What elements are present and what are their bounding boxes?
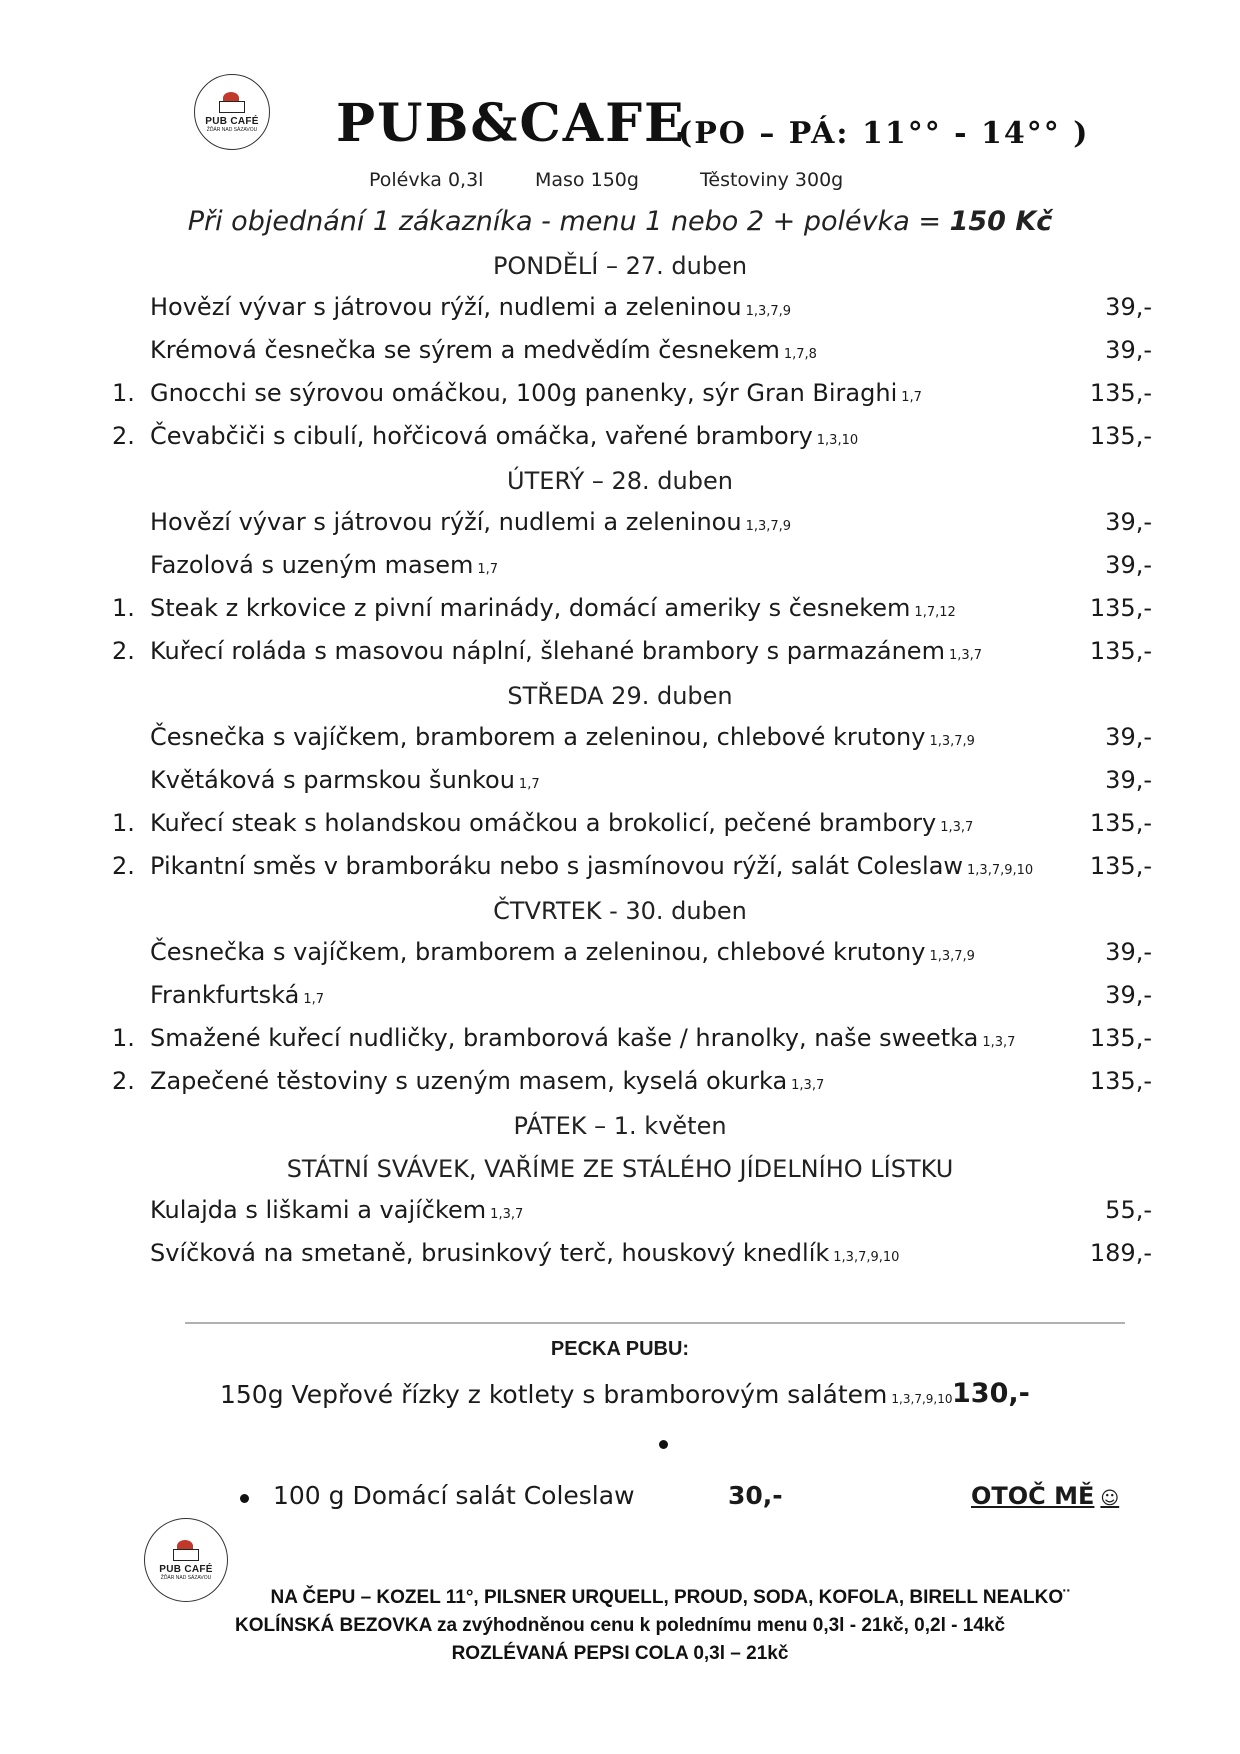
item-allergens: 1,7 [303,992,325,1007]
item-price: 39,- [1105,723,1152,751]
menu-item [0,719,1240,755]
item-name: Hovězí vývar s játrovou rýží, nudlemi a zeleninou [150,508,742,536]
page-title: PUB&CAFE [336,93,686,154]
portion-pasta: Těstoviny 300g [700,169,844,191]
pecka-item-name: 150g Vepřové řízky z kotlety s bramborovým salátem [220,1380,888,1409]
menu-item [0,547,1240,583]
item-name: Česnečka s vajíčkem, bramborem a zeleninou, chlebové krutony [150,723,926,751]
bullet-icon [240,1494,249,1503]
item-text [150,375,922,416]
item-price: 135,- [1089,422,1152,450]
item-price: 135,- [1089,852,1152,880]
menu-item [0,1235,1240,1271]
item-allergens: 1,3,10 [816,433,859,448]
item-price: 39,- [1105,938,1152,966]
menu-item [0,375,1240,411]
offer-text: Při objednání 1 zákazníka - menu 1 nebo 2 + polévka = [187,206,950,237]
portion-soup: Polévka 0,3l [369,169,484,191]
item-name: Zapečené těstoviny s uzeným masem, kyselá okurka [150,1067,788,1095]
item-name: Květáková s parmskou šunkou [150,766,515,794]
item-text [150,977,324,1018]
item-number: 2. [112,1067,135,1095]
item-allergens: 1,3,7,9,10 [967,863,1034,878]
salad-price: 30,- [728,1481,783,1510]
item-price: 135,- [1089,637,1152,665]
item-number: 1. [112,1024,135,1052]
menu-item [0,418,1240,454]
item-text [150,848,1033,889]
footer-taps: NA ČEPU – KOZEL 11°, PILSNER URQUELL, PROUD, SODA, KOFOLA, BIRELL NEALKO¨ [270,1587,1070,1608]
item-price: 189,- [1089,1239,1152,1267]
pecka-price: 130,- [952,1378,1030,1409]
item-number: 1. [112,379,135,407]
menu-item [0,762,1240,798]
item-allergens: 1,3,7 [948,648,983,663]
item-price: 39,- [1105,551,1152,579]
item-text [150,1063,824,1104]
menu-item [0,805,1240,841]
house-icon [217,92,247,114]
item-price: 39,- [1105,508,1152,536]
item-name: Smažené kuřecí nudličky, bramborová kaše / hranolky, naše sweetka [150,1024,979,1052]
item-allergens: 1,7 [477,562,499,577]
turn-over-note [971,1478,1119,1517]
item-text [150,1235,899,1276]
item-allergens: 1,3,7,9 [745,304,792,319]
menu-item [0,848,1240,884]
item-name: Frankfurtská [150,981,300,1009]
footer-pepsi: ROZLÉVANÁ PEPSI COLA 0,3l – 21kč [451,1643,789,1664]
opening-hours: (PO – PÁ: 11°° - 14°° ) [678,116,1090,151]
item-price: 135,- [1089,1067,1152,1095]
item-text [150,934,975,975]
item-price: 135,- [1089,1024,1152,1052]
item-price: 135,- [1089,809,1152,837]
item-text [150,762,540,803]
item-text [150,1020,1015,1061]
item-text [150,332,817,373]
logo-name: PUB CAFÉ [159,1563,213,1575]
menu-item [0,934,1240,970]
item-number: 2. [112,637,135,665]
day-subtitle: STÁTNÍ SVÁVEK, VAŘÍME ZE STÁLÉHO JÍDELNÍHO LÍSTKU [286,1155,954,1183]
day-heading: ČTVRTEK - 30. duben [493,897,747,925]
house-icon [171,1540,201,1562]
day-heading: PÁTEK – 1. květen [513,1112,727,1140]
item-text [150,633,982,674]
item-allergens: 1,3,7,9 [929,734,975,749]
item-allergens: 1,3,7 [940,820,974,835]
item-name: Kuřecí roláda s masovou náplní, šlehané brambory s parmazánem [150,637,945,665]
item-allergens: 1,7,8 [783,347,817,362]
item-name: Hovězí vývar s játrovou rýží, nudlemi a zeleninou [150,293,742,321]
menu-item [0,289,1240,325]
bullet-icon [659,1440,668,1449]
day-heading: ÚTERÝ – 28. duben [507,467,733,495]
footer-bezovka: KOLÍNSKÁ BEZOVKA za zvýhodněnou cenu k polednímu menu 0,3l - 21kč, 0,2l - 14kč [234,1615,1006,1636]
item-price: 135,- [1089,594,1152,622]
item-price: 39,- [1105,336,1152,364]
menu-item [0,590,1240,626]
item-allergens: 1,3,7 [490,1207,524,1222]
item-allergens: 1,7 [901,390,922,405]
item-text [150,504,791,545]
item-allergens: 1,7 [518,777,540,792]
item-allergens: 1,3,7,9 [745,519,792,534]
item-name: Gnocchi se sýrovou omáčkou, 100g panenky, sýr Gran Biraghi [150,379,898,407]
item-allergens: 1,7,12 [914,605,956,620]
item-number: 2. [112,422,135,450]
item-name: Kulajda s liškami a vajíčkem [150,1196,487,1224]
item-name: Česnečka s vajíčkem, bramborem a zeleninou, chlebové krutony [150,938,926,966]
logo-subtitle: ŽĎÁR NAD SÁZAVOU [160,1574,212,1581]
portion-meat: Maso 150g [535,169,639,191]
item-price: 39,- [1105,981,1152,1009]
item-price: 39,- [1105,766,1152,794]
item-number: 1. [112,809,135,837]
menu-item [0,633,1240,669]
item-text [150,547,498,588]
pecka-item [220,1378,953,1416]
item-allergens: 1,3,7,9,10 [833,1250,900,1265]
menu-item [0,1192,1240,1228]
item-text [150,289,791,330]
item-name: Kuřecí steak s holandskou omáčkou a brokolicí, pečené brambory [150,809,937,837]
item-price: 55,- [1105,1196,1152,1224]
item-number: 1. [112,594,135,622]
item-name: Steak z krkovice z pivní marinády, domácí ameriky s česnekem [150,594,911,622]
pecka-allergens: 1,3,7,9,10 [891,1392,953,1406]
item-allergens: 1,3,7 [791,1078,825,1093]
menu-offer [0,204,1240,240]
item-text [150,590,956,631]
logo-name: PUB CAFÉ [205,115,259,127]
menu-item [0,977,1240,1013]
day-heading: STŘEDA 29. duben [507,682,733,710]
logo-subtitle: ŽĎÁR NAD SÁZAVOU [206,126,258,133]
menu-item [0,504,1240,540]
item-name: Svíčková na smetaně, brusinkový terč, houskový knedlík [150,1239,830,1267]
menu-item [0,1020,1240,1056]
pub-cafe-logo [194,74,270,150]
pecka-heading: PECKA PUBU: [550,1338,690,1360]
offer-price: 150 Kč [949,206,1053,237]
item-price: 39,- [1105,293,1152,321]
item-name: Čevabčiči s cibulí, hořčicová omáčka, vařené brambory [150,422,813,450]
item-price: 135,- [1089,379,1152,407]
salad-item: 100 g Domácí salát Coleslaw [273,1481,635,1510]
day-heading: PONDĚLÍ – 27. duben [492,252,748,280]
menu-item [0,332,1240,368]
item-text [150,719,975,760]
divider [185,1322,1125,1324]
item-name: Krémová česnečka se sýrem a medvědím česnekem [150,336,780,364]
smiley-icon: ☺ [1100,1488,1120,1509]
turn-over-label: OTOČ MĚ [971,1482,1095,1510]
item-name: Fazolová s uzeným masem [150,551,474,579]
item-text [150,805,973,846]
item-allergens: 1,3,7,9 [929,949,975,964]
item-name: Pikantní směs v bramboráku nebo s jasmínovou rýží, salát Coleslaw [150,852,964,880]
menu-item [0,1063,1240,1099]
item-text [150,1192,523,1233]
item-number: 2. [112,852,135,880]
item-text [150,418,858,459]
item-allergens: 1,3,7 [982,1035,1016,1050]
